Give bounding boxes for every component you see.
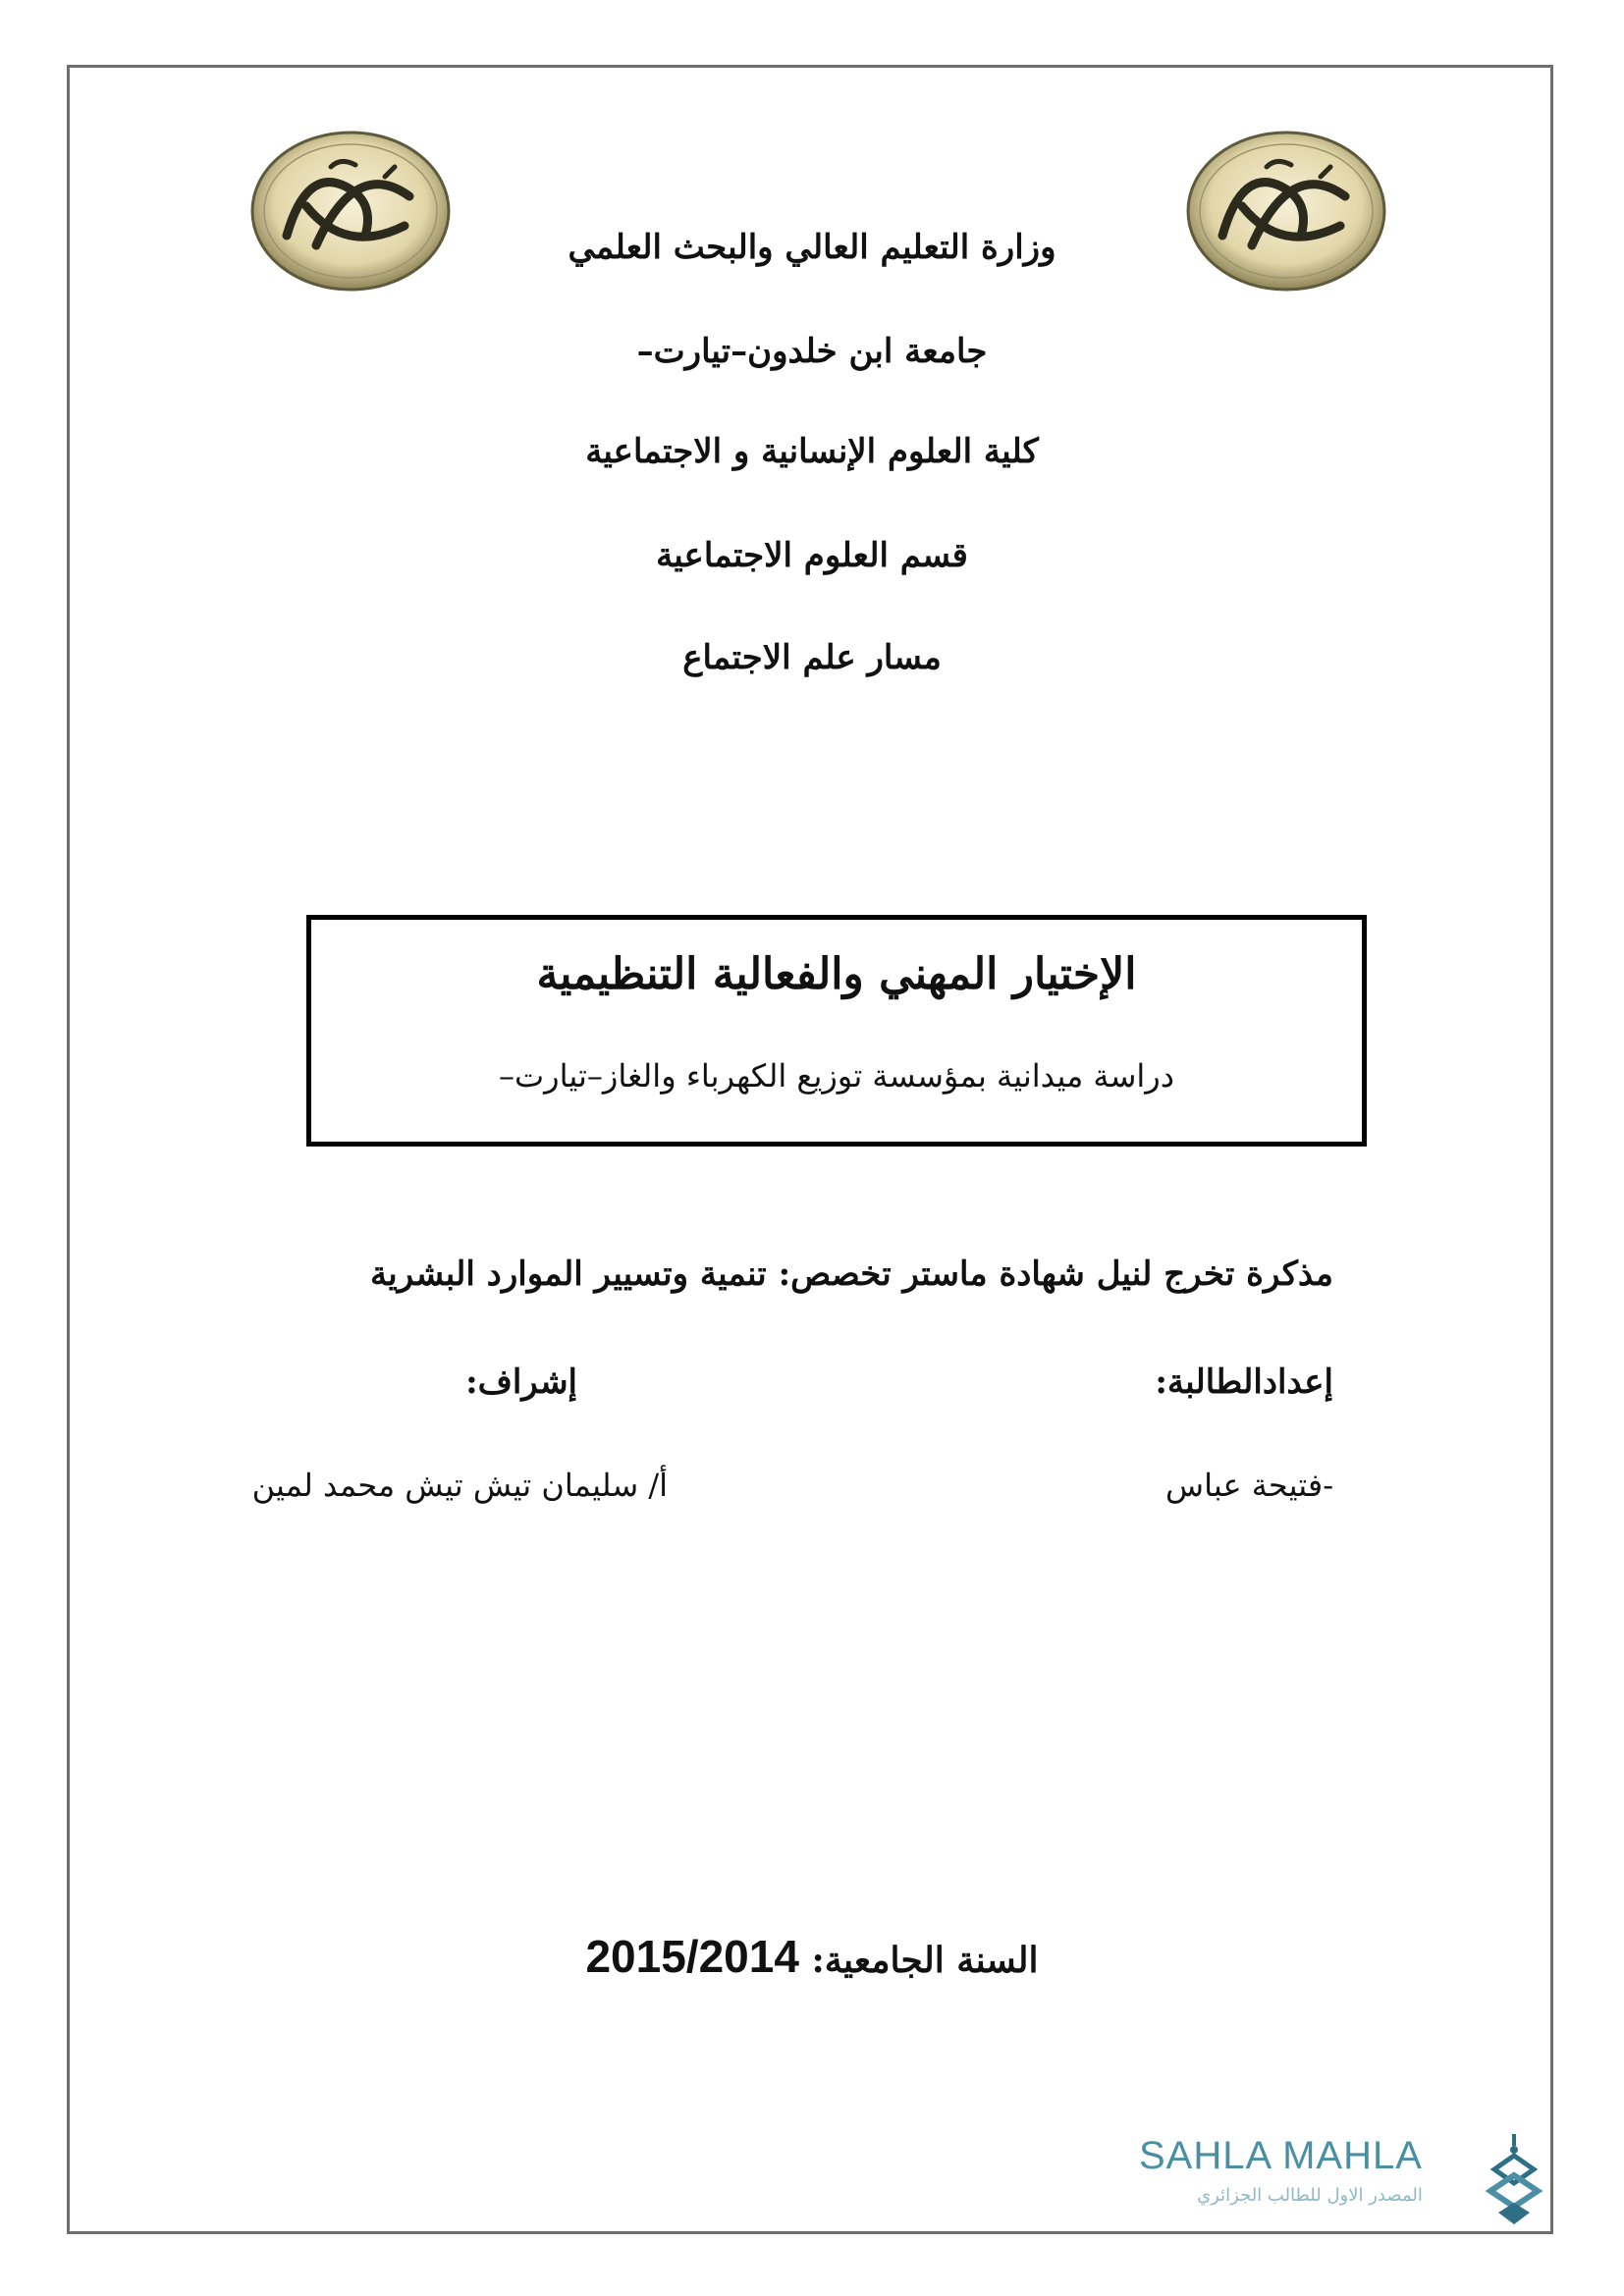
track-name: مسار علم الاجتماع xyxy=(682,638,942,677)
academic-year-value: 2015/2014 xyxy=(585,1931,799,1982)
student-name: -فتيحة عباس xyxy=(1165,1467,1333,1504)
supervision-label: إشراف: xyxy=(465,1362,577,1402)
university-name: جامعة ابن خلدون–تيارت– xyxy=(636,332,988,371)
memo-statement: مذكرة تخرج لنيل شهادة ماستر تخصص: تنمية وتسيير الموارد البشرية xyxy=(370,1255,1333,1294)
page-border xyxy=(67,65,1553,2234)
department-name: قسم العلوم الاجتماعية xyxy=(656,536,968,575)
academic-year xyxy=(0,1930,1624,1983)
thesis-title: الإختيار المهني والفعالية التنظيمية xyxy=(536,949,1137,999)
watermark-brand: SAHLA MAHLA xyxy=(1139,2134,1423,2177)
thesis-subtitle: دراسة ميدانية بمؤسسة توزيع الكهرباء والغاز–تيارت– xyxy=(499,1057,1174,1095)
faculty-name: كلية العلوم الإنسانية و الاجتماعية xyxy=(585,432,1039,471)
sahla-mahla-logo-icon xyxy=(1485,2130,1543,2228)
academic-year-label: السنة الجامعية: xyxy=(811,1940,1039,1981)
sahla-mahla-watermark xyxy=(1129,2130,1551,2228)
watermark-tagline: المصدر الاول للطالب الجزائري xyxy=(1197,2185,1423,2206)
ministry-name: وزارة التعليم العالي والبحث العلمي xyxy=(568,228,1056,267)
university-seal-icon xyxy=(1183,128,1389,294)
supervisor-name: أ/ سليمان تيش تيش محمد لمين xyxy=(251,1467,668,1504)
title-box xyxy=(306,915,1367,1147)
prepared-by-label: إعدادالطالبة: xyxy=(1155,1362,1333,1402)
university-seal-icon xyxy=(247,128,454,294)
